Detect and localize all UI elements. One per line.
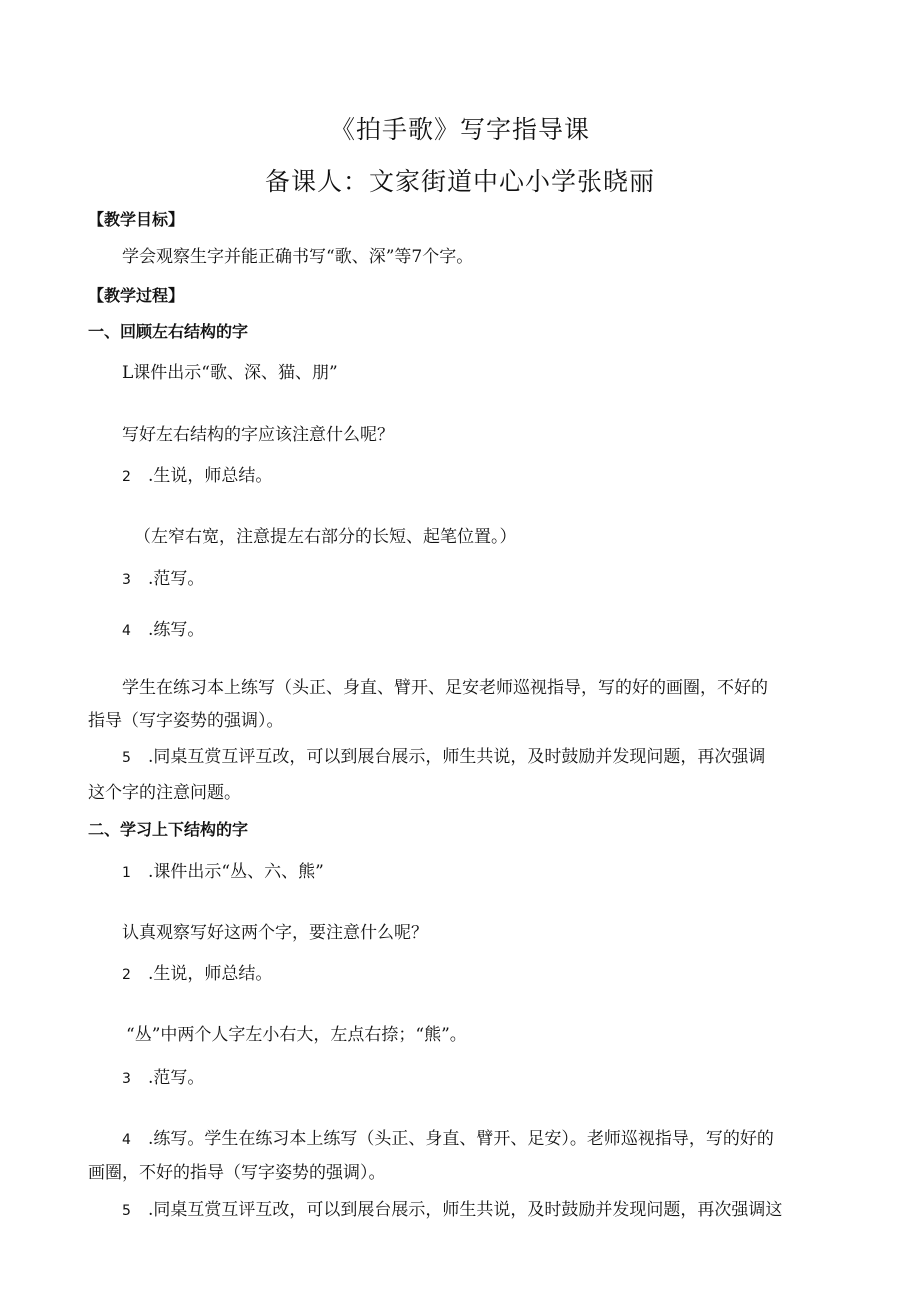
item-text: .生说，师总结。 [148,466,273,486]
section1-item5-line2: 这个字的注意问题。 [88,783,241,803]
objectives-heading: 【教学目标】 [88,210,185,229]
document-title: 《拍手歌》写字指导课 [329,115,590,144]
section2-item2 [122,963,272,986]
section1-item5-line1 [122,746,765,769]
item-number: 2 [122,967,131,983]
section2-item5-line1 [122,1199,782,1222]
objective-text: 学会观察生字并能正确书写“歌、深”等7个字。 [122,247,474,267]
item-number: 4 [122,1132,131,1148]
document-author: 备课人：文家街道中心小学张晓丽 [264,167,655,196]
item-text: .同桌互赏互评互改，可以到展台展示，师生共说，及时鼓励并发现问题，再次强调 [148,747,766,767]
section1-item1: L课件出示“歌、深、猫、朋” [122,363,338,383]
section2-note: “丛”中两个人字左小右大，左点右捺；“熊”。 [126,1025,467,1045]
section1-note: （左窄右宽，注意提左右部分的长短、起笔位置。） [134,527,517,547]
item-text: .课件出示“丛、六、熊” [148,862,324,882]
section2-heading: 二、学习上下结构的字 [88,820,249,839]
item-number: 3 [122,1071,131,1087]
item-number: 2 [122,469,131,485]
item-text: .练写。学生在练习本上练写（头正、身直、臂开、足安）。老师巡视指导，写的好的 [148,1129,774,1149]
item-text: .练写。 [148,620,205,640]
section2-item4-line2: 画圈，不好的指导（写字姿势的强调）。 [88,1163,386,1183]
section2-question: 认真观察写好这两个字，要注意什么呢？ [122,923,428,943]
item-number: 5 [122,750,131,766]
section2-item4-line1 [122,1128,774,1151]
item-text: .范写。 [148,569,205,589]
item-text: .范写。 [148,1068,205,1088]
item-number: 1 [122,865,131,881]
section2-item1 [122,861,324,884]
process-heading: 【教学过程】 [88,286,185,305]
section2-item3 [122,1067,204,1090]
section1-item3 [122,568,204,591]
section1-practice-line2: 指导（写字姿势的强调）。 [88,711,284,731]
section1-heading: 一、回顾左右结构的字 [88,322,249,341]
section1-item4 [122,619,204,642]
item-text: .同桌互赏互评互改，可以到展台展示，师生共说，及时鼓励并发现问题，再次强调这 [148,1200,783,1220]
item-text: .生说，师总结。 [148,964,273,984]
item-number: 3 [122,572,131,588]
section1-practice-line1: 学生在练习本上练写（头正、身直、臂开、足安老师巡视指导，写的好的画圈，不好的 [122,678,768,698]
item-number: 5 [122,1203,131,1219]
section1-question: 写好左右结构的字应该注意什么呢？ [122,425,394,445]
section1-item2 [122,465,272,488]
item-number: 4 [122,623,131,639]
